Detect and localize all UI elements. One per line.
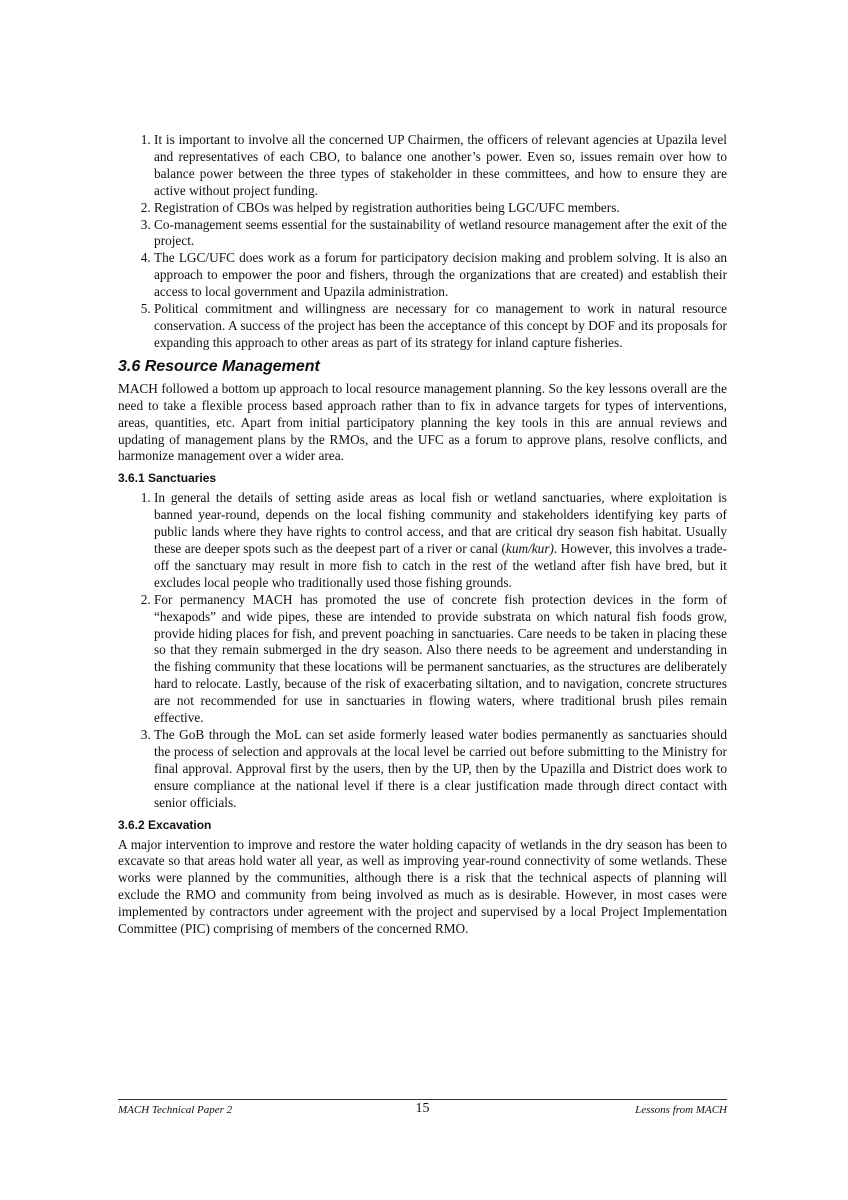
italic-term: kum/kur) [505,541,554,557]
list-item: 3. The GoB through the MoL can set aside formerly leased water bodies permanently as sanctuaries should the process of selection and approvals at the local level be carried out before submitting to the Ministry for final approval. Approval first by the users, then by the UP, then by the Upazilla and District does work to ensure compliance at the national level if there is a clear justification made through direct contact with senior officials. [154,727,727,812]
list-item-text: In general the details of setting aside areas as local fish or wetland sanctuaries, where exploitation is banned year-round, depends on the local fishing community and stakeholders identifying key parts of public lands where they have rights to control access, and that are critical dry season fish habitat. Usually these are deeper spots such as the deepest part of a river or canal ( [154,490,727,557]
footer-right-text: Lessons from MACH [635,1104,727,1116]
page-number: 15 [415,1101,430,1116]
section-heading-resource-management: 3.6 Resource Management [118,357,320,375]
sanctuaries-list [118,490,727,811]
excavation-paragraph: A major intervention to improve and restore the water holding capacity of wetlands in the dry season has been to excavate so that areas hold water all year, as well as improving year-round connectivity of some wetlands. These works were planned by the communities, although there is a risk that the technical aspects of planning will exclude the RMO and community from being involved as much as is desirable. However, in most cases were implemented by contractors under agreement with the project and supervised by a local Project Implementation Committee (PIC) comprising of members of the concerned RMO. [118,836,727,937]
subsection-heading-excavation: 3.6.2 Excavation [118,817,212,832]
subsection-heading-sanctuaries: 3.6.1 Sanctuaries [118,471,217,486]
list-item [154,490,727,591]
list-item-text: . However, this involves a trade-off the sanctuary may result in more fish to catch in the rest of the wetland after fish have bred, but it excludes local people who traditionally used those fishing grounds. [154,541,727,590]
footer-left-text: MACH Technical Paper 2 [118,1104,233,1116]
page-footer [118,1099,727,1124]
list-item: 1. It is important to involve all the concerned UP Chairmen, the officers of relevant agencies at Upazila level and representatives of each CBO, to balance one another’s power. Even so, issues remain over how to balance power between the three types of stakeholder in these committees, and how to ensure they are active without project funding. [154,132,727,200]
list-item: 3. Co-management seems essential for the sustainability of wetland resource management after the exit of the project. [154,217,727,251]
section-intro-paragraph: MACH followed a bottom up approach to local resource management planning. So the key lessons overall are the need to take a flexible process based approach rather than to fix in advance targets for types of interventions, areas, quantities, etc. Apart from initial participatory planning the key tools in this are annual reviews and updating of management plans by the RMOs, and the UFC as a forum to approve plans, resolve conflicts, and harmonize management over a wider area. [118,380,727,464]
list-item: 2. Registration of CBOs was helped by registration authorities being LGC/UFC members. [154,200,727,217]
list-item: 2. For permanency MACH has promoted the use of concrete fish protection devices in the form of “hexapods” and wide pipes, these are intended to provide substrata on which natural fish foods grow, provide hiding places for fish, and prevent poaching in sanctuaries. Care needs to be taken in placing these so that they remain submerged in the dry season. Also there needs to be agreement and understanding in the fishing community that these locations will be permanent sanctuaries, as the structures are deliberately hard to relocate. Lastly, because of the risk of exacerbating siltation, and to navigation, concrete structures are not recommended for use in sanctuaries in flowing waters, where traditional brush piles remain effective. [154,592,727,727]
page-content [118,132,727,944]
list-item: 4. The LGC/UFC does work as a forum for participatory decision making and problem solving. It is also an approach to empower the poor and fishers, through the organizations that are created) and establish their access to local government and Upazila administration. [154,250,727,301]
list-item: 5. Political commitment and willingness are necessary for co management to work in natural resource conservation. A success of the project has been the acceptance of this concept by DOF and its proposals for expanding this approach to other areas as part of its strategy for inland capture fisheries. [154,301,727,352]
lessons-list [118,132,727,352]
